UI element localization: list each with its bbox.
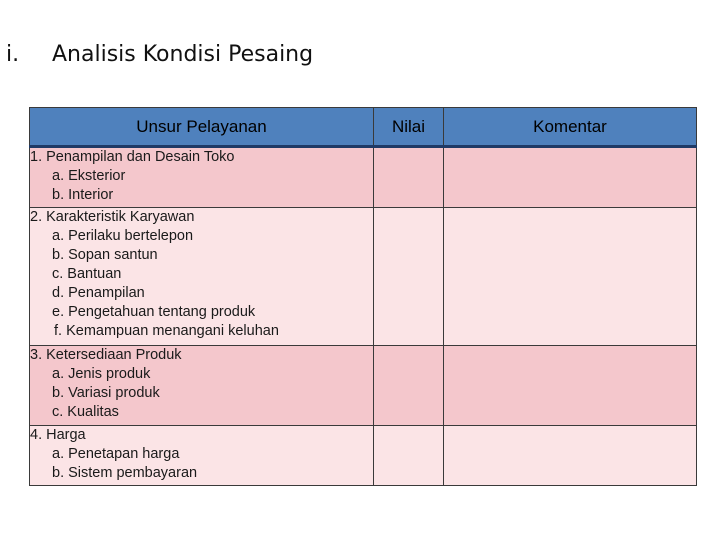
unsur-cell <box>30 426 374 486</box>
table-row <box>30 208 697 346</box>
group-title: 3. Ketersediaan Produk <box>30 347 182 363</box>
sub-item: b. Sistem pembayaran <box>52 465 198 481</box>
group-title: 4. Harga <box>30 427 86 443</box>
sub-item: a. Perilaku bertelepon <box>52 228 194 244</box>
sub-item: c. Bantuan <box>52 266 122 282</box>
unsur-cell <box>30 208 374 346</box>
table-row <box>30 147 697 208</box>
sub-item: a. Eksterior <box>52 168 126 184</box>
sub-item: d. Penampilan <box>52 285 145 301</box>
sub-item: b. Variasi produk <box>52 385 160 401</box>
unsur-cell <box>30 346 374 426</box>
nilai-cell[interactable] <box>374 208 444 346</box>
komentar-cell[interactable] <box>444 346 697 426</box>
sub-item: b. Sopan santun <box>52 247 158 263</box>
section-number: i. <box>6 42 20 67</box>
komentar-cell[interactable] <box>444 208 697 346</box>
header-unsur-pelayanan: Unsur Pelayanan <box>30 108 374 147</box>
group-title: 2. Karakteristik Karyawan <box>30 209 195 225</box>
table-header-row <box>30 108 697 147</box>
table-row <box>30 426 697 486</box>
sub-item: a. Jenis produk <box>52 366 151 382</box>
sub-item: e. Pengetahuan tentang produk <box>52 304 256 320</box>
nilai-cell[interactable] <box>374 147 444 208</box>
sub-item: f. Kemampuan menangani keluhan <box>54 323 279 339</box>
section-heading <box>6 42 313 67</box>
table-row <box>30 346 697 426</box>
header-nilai: Nilai <box>374 108 444 147</box>
komentar-cell[interactable] <box>444 426 697 486</box>
group-title: 1. Penampilan dan Desain Toko <box>30 149 235 165</box>
sub-item: c. Kualitas <box>52 404 119 420</box>
nilai-cell[interactable] <box>374 346 444 426</box>
komentar-cell[interactable] <box>444 147 697 208</box>
sub-item: a. Penetapan harga <box>52 446 180 462</box>
nilai-cell[interactable] <box>374 426 444 486</box>
competitor-analysis-table <box>29 107 697 486</box>
section-title: Analisis Kondisi Pesaing <box>52 42 314 67</box>
unsur-cell <box>30 147 374 208</box>
sub-item: b. Interior <box>52 187 114 203</box>
header-komentar: Komentar <box>444 108 697 147</box>
